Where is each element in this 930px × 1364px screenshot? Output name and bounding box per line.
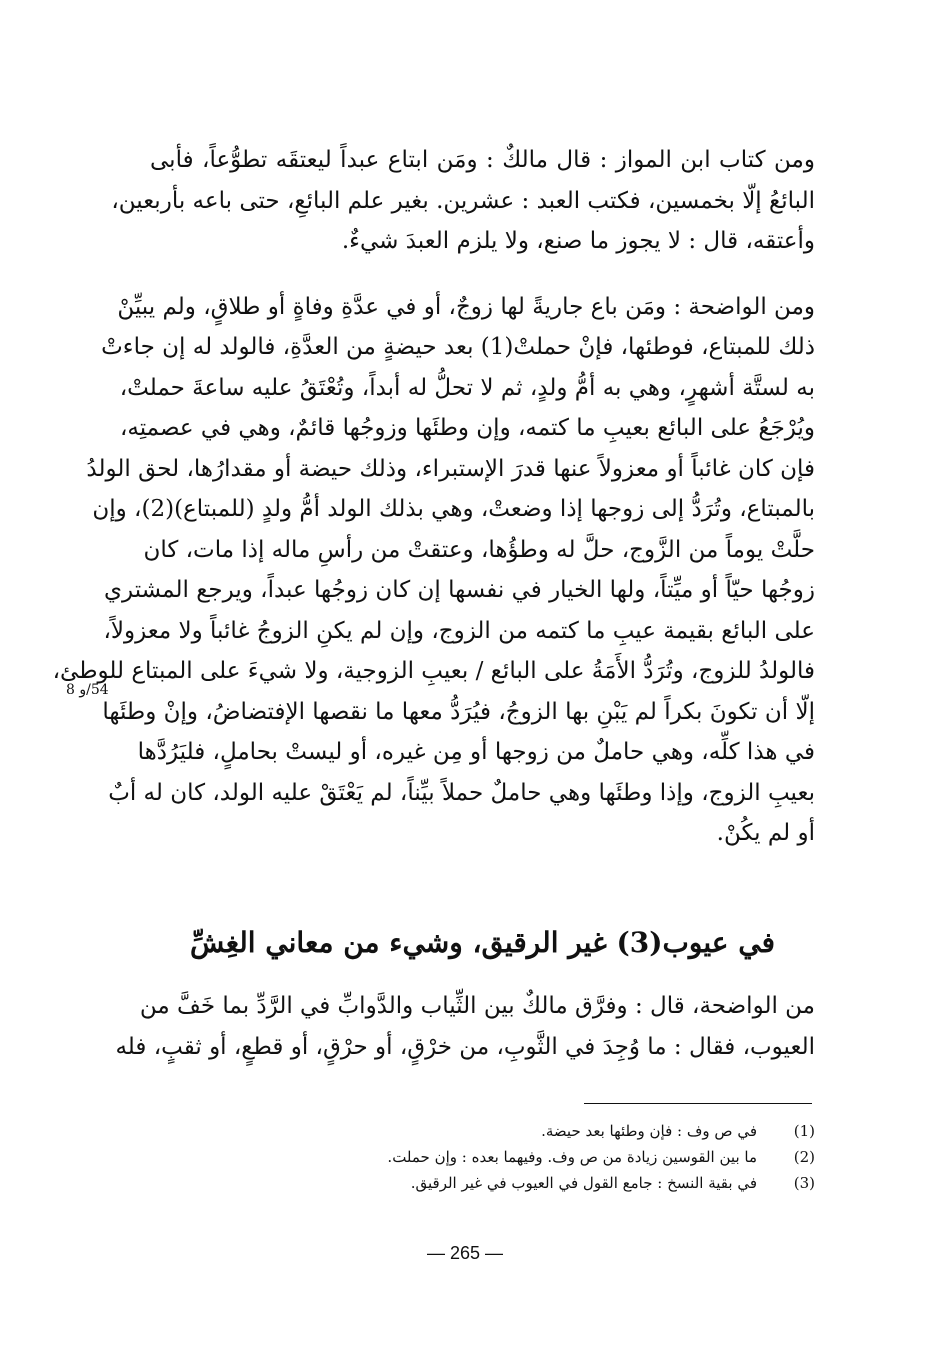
footnote-number: (3) <box>793 1174 815 1192</box>
footnote-divider <box>584 1103 812 1104</box>
section-heading: في عيوب(3) غير الرقيق، وشيء من معاني الغِشِّ <box>190 926 775 959</box>
text-line: فالولدُ للزوج، وتُرَدُّ الأَمَةُ على البائع / بعيبِ الزوجية، ولا شيءَ على المبتاع للوطئ، <box>52 658 815 684</box>
text-line: ويُرْجَعُ على البائع بعيبِ ما كتمه، وإن وطئَها وزوجُها قائمٌ، وهي في عصمتِه، <box>119 415 815 441</box>
text-line: على البائع بقيمة عيبِ ما كتمه من الزوج، وإن لم يكنِ الزوجُ غائباً ولا معزولاً، <box>103 617 815 644</box>
text-line: ومن كتاب ابن المواز : قال مالكٌ : ومَن ابتاع عبداً ليعتقَه تطوُّعاً، فأبى <box>150 147 815 173</box>
text-line: وأعتقه، قال : لا يجوز ما صنع، ولا يلزم العبدَ شيءٌ. <box>341 228 815 254</box>
text-line: العيوب، فقال : ما وُجِدَ في الثَّوبِ، من خرْقٍ، أو حرْقٍ، أو قطعٍ، أو ثقبٍ، فله <box>115 1033 815 1060</box>
text-line: إلّا أن تكونَ بكراً لم يَبْنِ بها الزوجُ، فيُرَدُّ معها ما نقصها الإفتضاضُ، وإنْ وطئَها <box>102 698 815 725</box>
text-line: به لستَّة أشهرٍ، وهي به أمُّ ولدٍ، ثم لا تحلُّ له أبداً، وتُعْتَقُ عليه ساعةَ حملتْ، <box>119 374 815 401</box>
footnote-text: ما بين القوسين زيادة من ص وف. وفيهما بعده : وإن حملت. <box>387 1148 757 1166</box>
text-line: زوجُها حيّاً أو ميِّتاً، ولها الخيار في نفسها إن كان زوجُها عبداً، ويرجع المشتري <box>104 577 815 603</box>
footnote-item <box>150 1170 815 1196</box>
footnote-text: في ص وف : فإن وطئها بعد حيضة. <box>541 1122 757 1140</box>
paragraph-ibn-al-mawwaz <box>111 140 815 262</box>
paragraph-section <box>115 986 815 1067</box>
text-line: بالمبتاع، وتُرَدُّ إلى زوجها إذا وضعتْ، وهي بذلك الولد أمُّ ولدٍ (للمبتاع)(2)، وإن <box>92 496 815 522</box>
text-line: البائعُ إلّا بخمسين، فكتب العبد : عشرين. بغير علم البائعِ، حتى باعه بأربعين، <box>111 187 815 214</box>
text-line: بعيبِ الزوج، وإذا وطئَها وهي حاملٌ حملاً بيِّناً، لم يَعْتَقْ عليه الولد، كان له أبٌ <box>108 779 815 806</box>
footnotes <box>150 1118 815 1196</box>
footnote-item <box>150 1144 815 1170</box>
text-line: في هذا كلِّه، وهي حاملٌ من زوجها أو مِن غيره، أو ليستْ بحاملٍ، فليَرُدَّها <box>137 739 815 765</box>
text-line: أو لم يكُنْ. <box>716 820 815 846</box>
text-line: من الواضحة، قال : وفرَّق مالكٌ بين الثِّياب والدَّوابِّ في الرَّدِّ بما خَفَّ من <box>139 993 815 1019</box>
manuscript-folio-note: 54/و 8 <box>66 682 109 698</box>
text-line: حلَّتْ يوماً من الزَّوج، حلَّ له وطؤُها، وعتقتْ من رأسِ ماله إذا مات، كان <box>143 536 815 563</box>
page-number: — 265 — <box>426 1243 504 1263</box>
text-line: ومن الواضحة : ومَن باع جاريةً لها زوجٌ، أو في عدَّةِ وفاةٍ أو طلاقٍ، ولم يبيِّنْ <box>117 293 815 320</box>
footnote-item <box>150 1118 815 1144</box>
footnote-number: (1) <box>793 1122 815 1140</box>
footnote-number: (2) <box>793 1148 815 1166</box>
text-line: فإن كان غائباً أو معزولاً عنها قدرَ الإستبراء، وذلك حيضة أو مقدارُها، لحق الولدُ <box>86 455 815 482</box>
footnote-text: في بقية النسخ : جامع القول في العيوب في غير الرقيق. <box>410 1174 757 1192</box>
text-line: ذلك للمبتاع، فوطئها، فإنْ حملتْ(1) بعد حيضةٍ من العدَّةِ، فالولد له إن جاءتْ <box>101 334 815 360</box>
section-body <box>115 986 815 1067</box>
